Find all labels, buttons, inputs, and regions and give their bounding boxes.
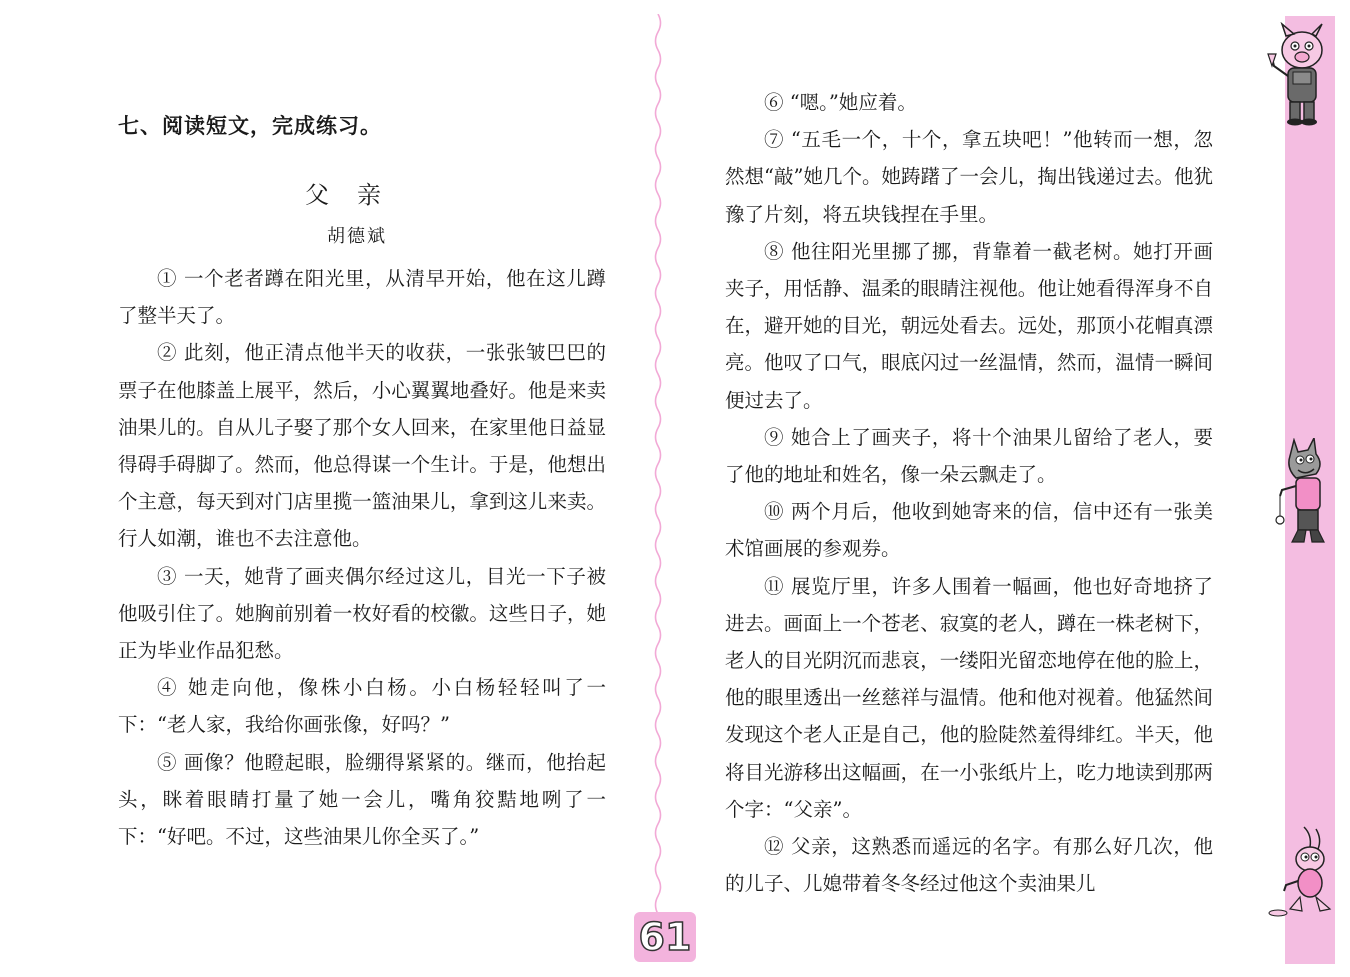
paragraph: ⑤ 画像？他瞪起眼，脸绷得紧紧的。继而，他抬起头，眯着眼睛打量了她一会儿，嘴角狡黠地咧了一下：“好吧。不过，这些油果儿你全买了。”	[118, 750, 606, 849]
pig-mascot-icon	[1262, 22, 1334, 127]
wolf-mascot-icon	[1268, 438, 1334, 550]
paragraph: ① 一个老者蹲在阳光里，从清早开始，他在这儿蹲了整半天了。	[118, 267, 606, 328]
page-number-label: 61	[638, 915, 692, 959]
paragraph: ⑥ “嗯。”她应着。	[764, 91, 917, 114]
rabbit-mascot-icon	[1268, 825, 1334, 917]
paragraph: ⑨ 她合上了画夹子，将十个油果儿留给了老人，要了他的地址和姓名，像一朵云飘走了。	[725, 425, 1213, 487]
paragraph: ⑪ 展览厅里，许多人围着一幅画，他也好奇地挤了进去。画面上一个苍老、寂寞的老人，蹲在一株老树下，老人的目光阴沉而悲哀，一缕阳光留恋地停在他的脸上，他的眼里透出一丝慈祥与温情。他和他对视着。他猛然间发现这个老人正是自己，他的脸陡然羞得绯红。半天，他将目光游移出这幅画，在一小张纸片上，吃力地读到那两个字：“父亲”。	[725, 574, 1213, 821]
paragraph: ② 此刻，他正清点他半天的收获，一张张皱巴巴的票子在他膝盖上展平，然后，小心翼翼地叠好。他是来卖油果儿的。自从儿子娶了那个女人回来，在家里他日益显得碍手碍脚了。然而，他总得谋一个生计。于是，他想出个主意，每天到对门店里揽一篮油果儿，拿到这儿来卖。行人如潮，谁也不去注意他。	[118, 341, 606, 551]
left-article-body	[118, 260, 606, 855]
paragraph: ⑧ 他往阳光里挪了挪，背靠着一截老树。她打开画夹子，用恬静、温柔的眼睛注视他。他让她看得浑身不自在，避开她的目光，朝远处看去。远处，那顶小花帽真漂亮。他叹了口气，眼底闪过一丝温情，然而，温情一瞬间便过去了。	[725, 239, 1213, 412]
paragraph: ⑩ 两个月后，他收到她寄来的信，信中还有一张美术馆画展的参观券。	[725, 500, 1213, 561]
page-number	[634, 912, 696, 962]
paragraph: ④ 她走向他，像株小白杨。小白杨轻轻叫了一下：“老人家，我给你画张像，好吗？”	[118, 676, 606, 737]
right-article-body	[725, 84, 1213, 902]
article-title: 父亲	[305, 181, 409, 209]
article-author: 胡德斌	[327, 226, 387, 247]
section-title: 七、阅读短文，完成练习。	[118, 114, 382, 138]
paragraph: ⑦ “五毛一个，十个，拿五块吧！”他转而一想，忽然想“敲”她几个。她踌躇了一会儿，掏出钱递过去。他犹豫了片刻，将五块钱捏在手里。	[725, 128, 1213, 226]
right-page	[668, 0, 1268, 977]
paragraph: ⑫ 父亲，这熟悉而遥远的名字。有那么好几次，他的儿子、儿媳带着冬冬经过他这个卖油果儿	[725, 835, 1213, 896]
paragraph: ③ 一天，她背了画夹偶尔经过这儿，目光一下子被他吸引住了。她胸前别着一枚好看的校徽。这些日子，她正为毕业作品犯愁。	[118, 564, 606, 663]
page-divider	[652, 14, 664, 914]
left-page	[0, 0, 655, 977]
